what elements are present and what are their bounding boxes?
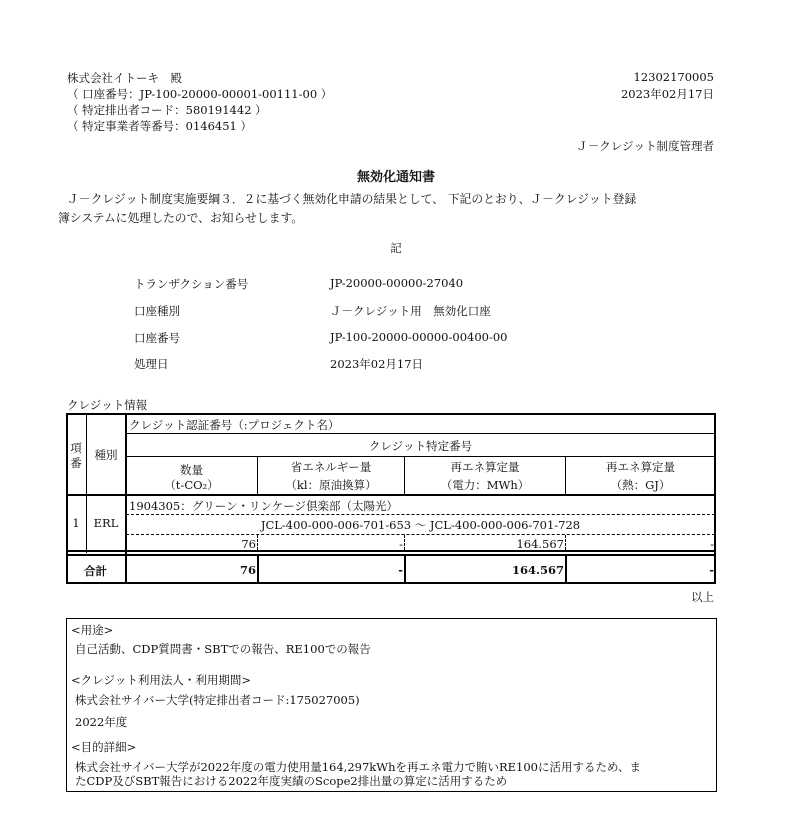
usage-label: <用途> [71, 623, 114, 637]
recipient-name: 株式会社イトーキ 殿 [67, 71, 182, 85]
document-title: 無効化通知書 [356, 170, 435, 185]
total-quantity: 76 [239, 563, 256, 577]
row-energy-saving: - [399, 537, 403, 551]
row-kind: ERL [93, 516, 119, 530]
detail-value-transaction: JP-20000-00000-27040 [330, 276, 464, 290]
purpose-label: <目的詳細> [71, 740, 137, 754]
ki-mark: 記 [390, 241, 402, 255]
detail-value-account-type: Ｊ－クレジット用 無効化口座 [330, 304, 491, 318]
header-serial-number: クレジット特定番号 [368, 439, 473, 453]
user-text: 株式会社サイバー大学(特定排出者コード:175027005) [75, 693, 360, 707]
row-cert-project: 1904305：グリーン・リンケージ倶楽部（太陽光） [129, 499, 399, 513]
usage-period: 2022年度 [75, 715, 128, 729]
emitter-code-line: （ 特定排出者コード：580191442 ） [67, 103, 267, 117]
detail-value-process-date: 2023年02月17日 [330, 357, 424, 371]
detail-value-account-number: JP-100-20000-00000-00400-00 [330, 330, 508, 344]
header-energy-saving-unit: （kl：原油換算） [285, 478, 377, 492]
row-renewable-power: 164.567 [516, 537, 564, 551]
header-item-no-1: 項 [70, 441, 82, 455]
purpose-line-2: たCDP及びSBT報告における2022年度実績のScope2排出量の算定に活用するため [75, 774, 508, 788]
document-number: 12302170005 [633, 70, 714, 84]
total-energy-saving: - [398, 563, 403, 577]
intro-line-1: Ｊ－クレジット制度実施要綱３．２に基づく無効化申請の結果として、 下記のとおり、Ｊ－クレジット登録 [67, 192, 637, 206]
detail-label-process-date: 処理日 [134, 357, 169, 371]
header-renewable-power: 再エネ算定量 [450, 460, 520, 474]
credit-info-label: クレジット情報 [67, 398, 148, 412]
usage-text: 自己活動、CDP質問書・SBTでの報告、RE100での報告 [75, 642, 371, 656]
detail-label-transaction: トランザクション番号 [134, 277, 249, 291]
header-kind: 種別 [94, 448, 118, 462]
purpose-line-1: 株式会社サイバー大学が2022年度の電力使用量164,297kWhを再エネ電力で賄いRE100に活用するため、ま [75, 760, 642, 774]
intro-line-2: 簿システムに処理したので、お知らせします。 [58, 211, 304, 225]
document-date: 2023年02月17日 [620, 87, 714, 101]
row-quantity: 76 [241, 537, 256, 551]
sender-name: Ｊ－クレジット制度管理者 [576, 139, 714, 153]
row-serial-range: JCL-400-000-006-701-653 ～ JCL-400-000-006-701-728 [260, 518, 581, 532]
user-label: <クレジット利用法人・利用期間> [71, 673, 251, 687]
header-cert-number: クレジット認証番号（:プロジェクト名） [129, 418, 340, 432]
total-renewable-power: 164.567 [511, 563, 564, 577]
total-label: 合計 [84, 564, 107, 578]
header-renewable-heat-unit: （熱：GJ） [610, 478, 671, 492]
header-item-no-2: 番 [70, 456, 82, 470]
business-number-line: （ 特定事業者等番号：0146451 ） [67, 119, 253, 133]
header-renewable-heat: 再エネ算定量 [606, 460, 675, 474]
header-energy-saving: 省エネルギー量 [290, 460, 372, 474]
header-quantity-unit: （t-CO₂） [164, 478, 219, 492]
row-renewable-heat: - [710, 537, 714, 551]
header-quantity: 数量 [180, 463, 203, 477]
total-renewable-heat: - [709, 563, 714, 577]
header-renewable-power-unit: （電力：MWh） [440, 478, 530, 492]
ijo-mark: 以上 [691, 590, 714, 604]
detail-label-account-number: 口座番号 [134, 331, 180, 345]
detail-label-account-type: 口座種別 [134, 304, 180, 318]
account-number-line: （ 口座番号：JP-100-20000-00001-00111-00 ） [67, 87, 333, 101]
row-item-no: 1 [72, 516, 80, 530]
